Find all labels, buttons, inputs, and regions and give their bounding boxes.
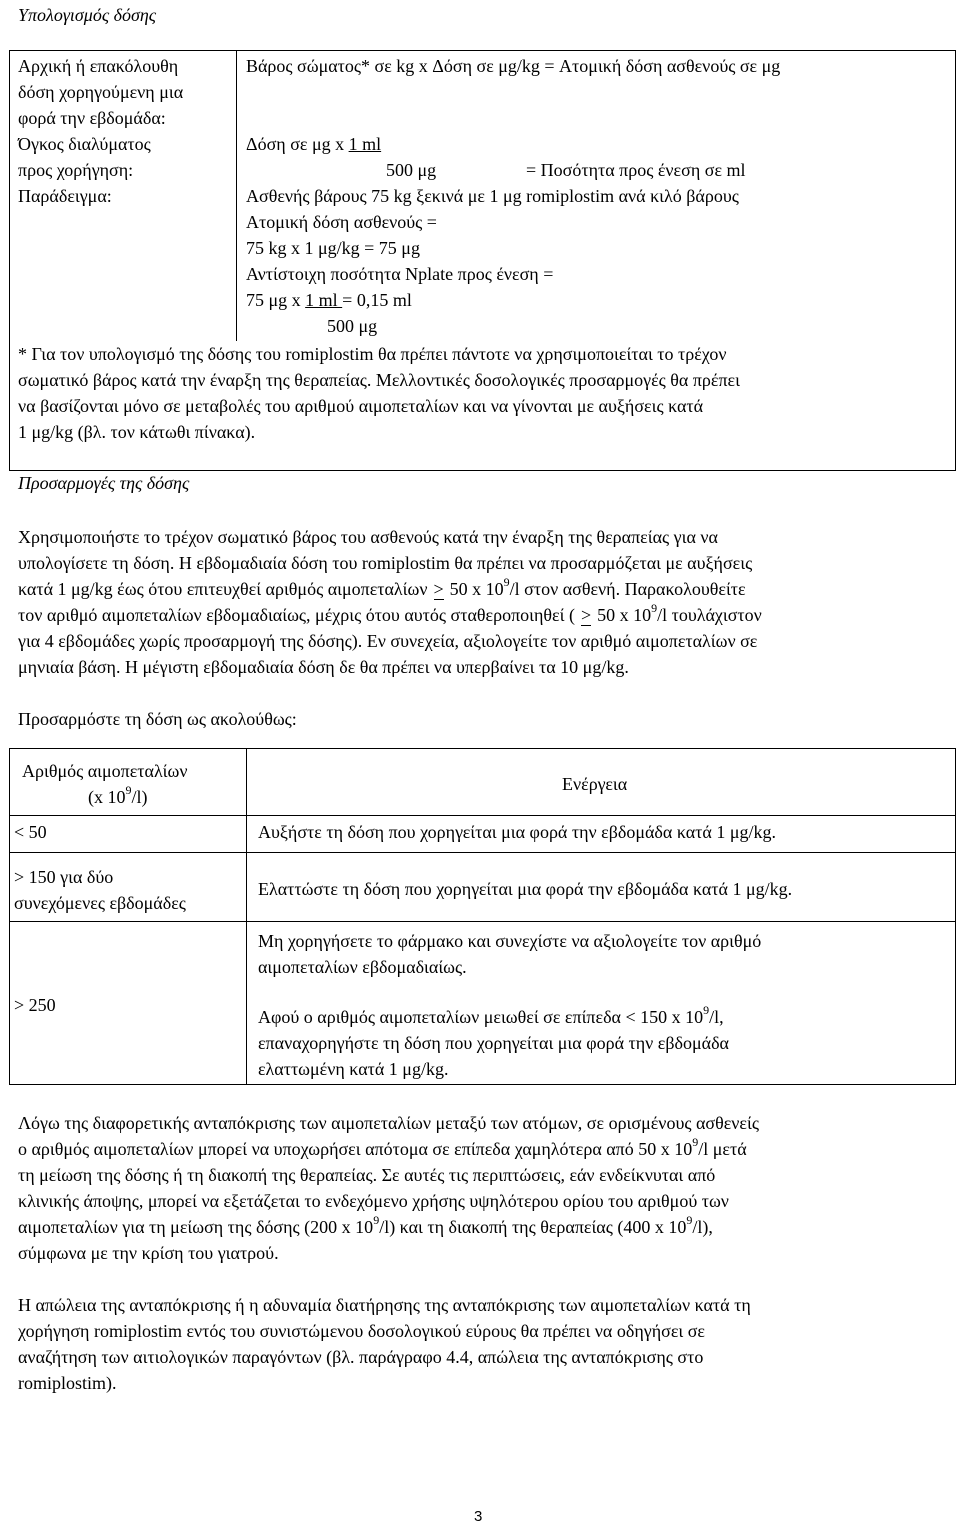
row2-label-line1: Όγκος διαλύματος	[18, 134, 151, 154]
example-denominator: 500 μg	[327, 316, 378, 336]
para2-line5	[18, 1214, 713, 1240]
calc-box-divider	[236, 50, 237, 341]
example-line3: 75 kg x 1 μg/kg = 75 μg	[246, 238, 420, 258]
row2-num-unit: 1 ml	[348, 134, 382, 154]
table-row3-platelets: > 250	[14, 995, 56, 1015]
unit-rest: /l)	[131, 787, 148, 807]
para1-l3-sup: 9	[503, 575, 510, 589]
para1-line5: για 4 εβδομάδες χωρίς προσαρμογή της δόσης). Εν συνεχεία, αξιολογείτε τον αριθμό αιμοπεταλίων σε	[18, 631, 758, 651]
example-line1: Ασθενής βάρους 75 kg ξεκινά με 1 μg romiplostim ανά κιλό βάρους	[246, 186, 739, 206]
table-row3-action-p1-line1: Μη χορηγήσετε το φάρμακο και συνεχίστε να αξιολογείτε τον αριθμό	[258, 931, 762, 951]
row2-denominator: 500 μg	[386, 160, 437, 180]
row2-result: = Ποσότητα προς ένεση σε ml	[526, 160, 746, 180]
para1-l4-sup: 9	[651, 601, 658, 615]
footnote-line4: 1 μg/kg (βλ. τον κάτωθι πίνακα).	[18, 422, 256, 442]
para2-l2-text: ο αριθμός αιμοπεταλίων μπορεί να υποχωρήσει απότομα σε επίπεδα χαμηλότερα από 50 x 10	[18, 1139, 693, 1159]
para1-line4	[18, 602, 762, 628]
para2-line6: σύμφωνα με την κρίση του γιατρού.	[18, 1243, 279, 1263]
footnote-line1: * Για τον υπολογισμό της δόσης του romiplostim θα πρέπει πάντοτε να χρησιμοποιείται το τρέχον	[18, 344, 727, 364]
table-row2-platelets-line1: > 150 για δύο	[14, 867, 114, 887]
para1-l4-rest: /l τουλάχιστον	[657, 605, 762, 625]
para2-l2-sup: 9	[692, 1135, 699, 1149]
section-title-dose-adjustments: Προσαρμογές της δόσης	[18, 473, 190, 493]
page-title: Υπολογισμός δόσης	[18, 5, 157, 25]
row1-formula: Βάρος σώματος* σε kg x Δόση σε μg/kg = Ατομική δόση ασθενούς σε μg	[246, 56, 781, 76]
example-line2: Ατομική δόση ασθενούς =	[246, 212, 437, 232]
p2-rest: /l,	[709, 1007, 724, 1027]
footnote-line2: σωματικό βάρος κατά την έναρξη της θεραπείας. Μελλοντικές δοσολογικές προσαρμογές θα πρέπει	[18, 370, 740, 390]
para3-line1: Η απώλεια της ανταπόκρισης ή η αδυναμία διατήρησης της ανταπόκρισης των αιμοπεταλίων κατά τη	[18, 1295, 751, 1315]
example-calc-result: = 0,15 ml	[342, 290, 412, 310]
para1-l3-value: 50 x 10	[449, 579, 504, 599]
para1-l4-text: τον αριθμό αιμοπεταλίων εβδομαδιαίως, μέχρις ότου αυτός σταθεροποιηθεί (	[18, 605, 575, 625]
table-row3-action-p2-line3: ελαττωμένη κατά 1 μg/kg.	[258, 1059, 449, 1079]
row3-label: Παράδειγμα:	[18, 186, 112, 206]
page-number: 3	[474, 1508, 483, 1525]
row2-numerator	[246, 131, 381, 157]
para2-line1: Λόγω της διαφορετικής ανταπόκρισης των αιμοπεταλίων μεταξύ των ατόμων, σε ορισμένους ασθενείς	[18, 1113, 759, 1133]
adjust-intro: Προσαρμόστε τη δόση ως ακολούθως:	[18, 709, 297, 729]
example-calc-a: 75 μg x	[246, 290, 306, 310]
greater-equal-symbol: >	[434, 576, 444, 602]
table-header-action: Ενέργεια	[562, 774, 628, 794]
table-row1-action: Αυξήστε τη δόση που χορηγείται μια φορά την εβδομάδα κατά 1 μg/kg.	[258, 822, 776, 842]
para1-line3	[18, 576, 746, 602]
row1-label-line1: Αρχική ή επακόλουθη	[18, 56, 179, 76]
para2-line2	[18, 1136, 747, 1162]
table-row2-action: Ελαττώστε τη δόση που χορηγείται μια φορά την εβδομάδα κατά 1 μg/kg.	[258, 879, 793, 899]
para2-line4: κλινικής άποψης, μπορεί να εξετάζεται το ενδεχόμενο χρήσης υψηλότερου ορίου του αριθμού των	[18, 1191, 729, 1211]
unit-sup: 9	[125, 783, 132, 797]
table-row2-platelets-line2: συνεχόμενες εβδομάδες	[14, 893, 186, 913]
para3-line3: αναζήτηση των αιτιολογικών παραγόντων (βλ. παράγραφο 4.4, απώλεια της ανταπόκρισης στο	[18, 1347, 704, 1367]
para2-l5-rest: /l),	[692, 1217, 713, 1237]
para1-l4-value: 50 x 10	[597, 605, 652, 625]
para3-line4: romiplostim).	[18, 1373, 117, 1393]
row2-label-line2: προς χορήγηση:	[18, 160, 134, 180]
para1-line1: Χρησιμοποιήστε το τρέχον σωματικό βάρος του ασθενούς κατά την έναρξη της θεραπείας για να	[18, 527, 718, 547]
table-header-platelets: Αριθμός αιμοπεταλίων	[22, 761, 188, 781]
table-header-platelets-unit	[88, 784, 148, 810]
para1-line2: υπολογίσετε τη δόση. Η εβδομαδιαία δόση του romiplostim θα πρέπει να προσαρμόζεται με αυξήσεις	[18, 553, 753, 573]
example-calc-unit: 1 ml	[305, 290, 343, 310]
p2-sup: 9	[703, 1003, 710, 1017]
table-row3-action-p1-line2: αιμοπεταλίων εβδομαδιαίως.	[258, 957, 467, 977]
table-row3-action-p2-line1	[258, 1004, 724, 1030]
row1-label-line3: φορά την εβδομάδα:	[18, 108, 166, 128]
para2-l5-text: αιμοπεταλίων για τη μείωση της δόσης (200 x 10	[18, 1217, 374, 1237]
row1-label-line2: δόση χορηγούμενη μια	[18, 82, 184, 102]
para2-l5-mid: /l) και τη διακοπή της θεραπείας (400 x 10	[379, 1217, 687, 1237]
para2-l2-rest: /l μετά	[698, 1139, 747, 1159]
example-line4: Αντίστοιχη ποσότητα Nplate προς ένεση =	[246, 264, 554, 284]
unit-text: (x 10	[88, 787, 126, 807]
para3-line2: χορήγηση romiplostim εντός του συνιστώμενου δοσολογικού εύρους θα πρέπει να οδηγήσει σε	[18, 1321, 705, 1341]
footnote-line3: να βασίζονται μόνο σε μεταβολές του αριθμού αιμοπεταλίων και να γίνονται με αυξήσεις κατά	[18, 396, 704, 416]
para1-line6: μηνιαία βάση. Η μέγιστη εβδομαδιαία δόση δε θα πρέπει να υπερβαίνει τα 10 μg/kg.	[18, 657, 629, 677]
table-row1-platelets: < 50	[14, 822, 47, 842]
para2-l5-sup2: 9	[686, 1213, 693, 1227]
para1-l3-text: κατά 1 μg/kg έως ότου επιτευχθεί αριθμός αιμοπεταλίων	[18, 579, 428, 599]
greater-equal-symbol: >	[581, 602, 591, 628]
example-calc	[246, 287, 412, 313]
table-row3-action-p2-line2: επαναχορηγήστε τη δόση που χορηγείται μια φορά την εβδομάδα	[258, 1033, 729, 1053]
para2-line3: τη μείωση της δόσης ή τη διακοπή της θεραπείας. Σε αυτές τις περιπτώσεις, εάν ενδείκνυται από	[18, 1165, 716, 1185]
row2-num-text: Δόση σε μg x	[246, 134, 349, 154]
para2-l5-sup1: 9	[373, 1213, 380, 1227]
para1-l3-rest: /l στον ασθενή. Παρακολουθείτε	[509, 579, 746, 599]
p2-text: Αφού ο αριθμός αιμοπεταλίων μειωθεί σε επίπεδα < 150 x 10	[258, 1007, 704, 1027]
